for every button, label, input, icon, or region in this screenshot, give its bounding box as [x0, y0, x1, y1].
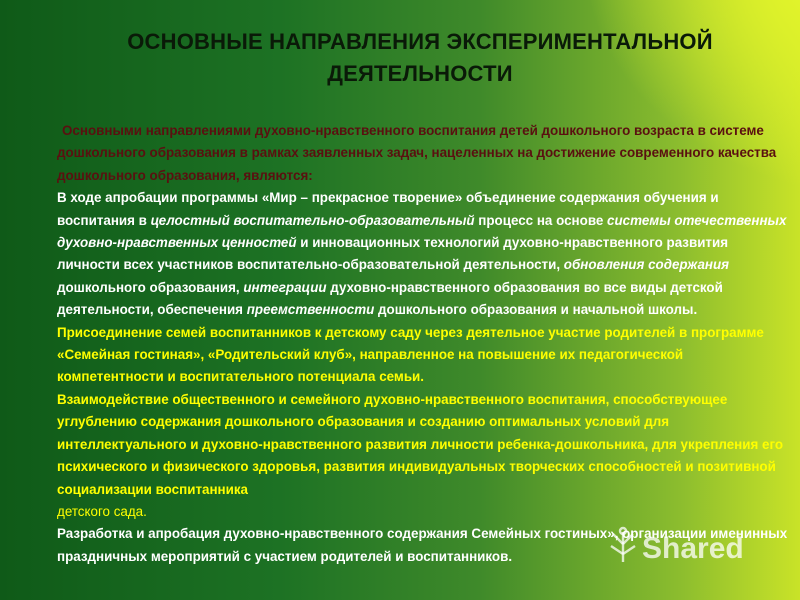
- approbation-text-5: духовно-нравственного образования во все виды детской деятельности, обеспечения: [57, 279, 723, 318]
- slide-content: [57, 120, 792, 568]
- families-paragraph: Присоединение семей воспитанников к детскому саду через деятельное участие родителей в программе «Семейная гостиная», «Родительский клуб», направленное на повышение их педагогической компетентности и воспитательного потенциала семьи.: [57, 324, 764, 385]
- approbation-text-1: В ходе апробации программы «Мир – прекрасное творение» объединение содержания обучения и воспитания в: [57, 190, 719, 228]
- slide-title: [40, 26, 800, 90]
- development-paragraph: Разработка и апробация духовно-нравственного содержания Семейных гостиных», организации именинных праздничных мероприятий с участием родителей и воспитанников.: [57, 526, 788, 564]
- slide-title-line-2: ДЕЯТЕЛЬНОСТИ: [327, 61, 513, 86]
- approbation-text-2: процесс на основе: [474, 212, 608, 228]
- interaction-paragraph: [57, 389, 792, 523]
- approbation-text-6: дошкольного образования и начальной школы.: [374, 302, 698, 318]
- approbation-emphasis-4: интеграции: [243, 279, 327, 295]
- approbation-emphasis-3: обновления содержания: [563, 257, 730, 273]
- approbation-text-4: дошкольного образования,: [57, 279, 244, 295]
- approbation-text-3: и инновационных технологий духовно-нравственного развития личности всех участников воспитательно-образовательной деятельности,: [57, 235, 729, 273]
- approbation-emphasis-2: системы отечественных духовно-нравственных ценностей: [57, 212, 787, 251]
- approbation-emphasis-5: преемственности: [246, 302, 375, 318]
- intro-paragraph: Основными направлениями духовно-нравственного воспитания детей дошкольного возраста в системе дошкольного образования в рамках заявленных задач, нацеленных на достижение современного качества дошкольного образования, являются:: [57, 123, 777, 183]
- interaction-text-end: детского сада.: [57, 503, 147, 519]
- slide-title-line-1: ОСНОВНЫЕ НАПРАВЛЕНИЯ ЭКСПЕРИМЕНТАЛЬНОЙ: [127, 29, 713, 54]
- approbation-emphasis-1: целостный воспитательно-образовательный: [150, 212, 475, 228]
- interaction-text: Взаимодействие общественного и семейного духовно-нравственного воспитания, способствующее углублению содержания дошкольного образования и созданию оптимальных условий для интеллектуального и духовно-нравственного развития личности ребенка-дошкольника, для укрепления его психического и физического здоровья, развития индивидуальных творческих способностей и позитивной социализации воспитанника: [57, 391, 784, 497]
- approbation-paragraph: [57, 187, 792, 321]
- watermark-text: Shared: [642, 532, 744, 565]
